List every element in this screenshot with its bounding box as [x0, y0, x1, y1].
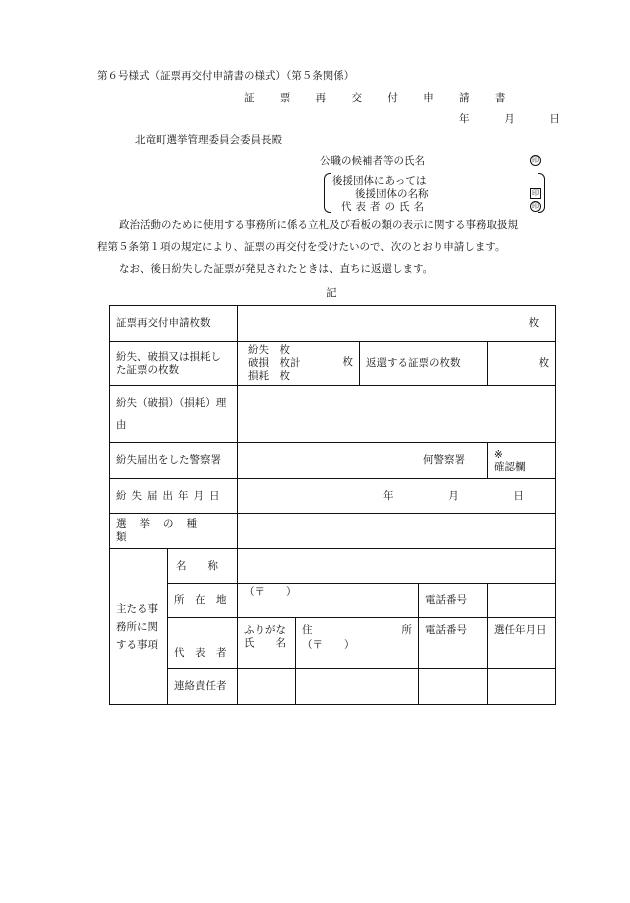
- body-line-2: 程第５条第１項の規定により、証票の再交付を受けたいので、次のとおり申請します。: [97, 241, 506, 253]
- office-name-label: 名 称: [168, 549, 238, 584]
- confirm-cell: [488, 443, 556, 479]
- support-group-name-label: 後援団体の名称: [355, 188, 429, 200]
- row-office-name: [110, 549, 556, 584]
- report-year: 年: [383, 489, 394, 502]
- addressee: 北竜町選挙管理委員会委員長殿: [135, 134, 282, 146]
- confirm-mark: ※: [494, 448, 503, 461]
- date-day: 日: [549, 113, 560, 125]
- rep-postal: （〒 ）: [302, 639, 355, 651]
- row-report-date: [110, 479, 556, 514]
- date-line: [459, 111, 560, 126]
- rep-name-cell[interactable]: [238, 618, 296, 669]
- reason-label: 紛失（破損）（損耗）理由: [110, 386, 238, 443]
- term-label: 選任年月日: [488, 618, 556, 669]
- address-label-1: 住: [302, 624, 313, 636]
- office-group-label: 主たる事務所に関する事項: [110, 549, 168, 705]
- row-representative: [110, 618, 556, 669]
- date-year: 年: [459, 113, 470, 125]
- body-line-3: なお、後日紛失した証票が発見されたときは、直ちに返還します。: [119, 263, 434, 275]
- office-phone-field[interactable]: [488, 584, 556, 618]
- office-location-label: 所 在 地: [168, 584, 238, 618]
- shimei-label: 氏 名: [244, 637, 286, 649]
- row-election: [110, 514, 556, 549]
- rep-phone-label: 電話番号: [419, 618, 488, 669]
- lost-count-field[interactable]: [238, 342, 360, 386]
- return-count-label: 返還する証票の枚数: [360, 342, 488, 386]
- application-table: [109, 305, 556, 705]
- reason-field[interactable]: [238, 386, 556, 443]
- form-title: 証 票 再 交 付 申 請 書: [244, 92, 517, 104]
- request-count-unit: 枚: [528, 317, 540, 329]
- request-count-field[interactable]: [238, 306, 556, 342]
- support-group-note: 後援団体にあっては: [332, 175, 427, 187]
- request-count-label: 証票再交付申請枚数: [110, 306, 238, 342]
- ki-label: 記: [326, 287, 337, 299]
- report-date-field[interactable]: [238, 479, 556, 514]
- body-paragraph: [97, 214, 557, 280]
- contact-phone-field[interactable]: [419, 669, 488, 705]
- row-lost-count: [110, 342, 556, 386]
- lost-total-unit: 枚: [342, 356, 353, 368]
- report-month: 月: [448, 489, 459, 502]
- office-name-field[interactable]: [238, 549, 556, 584]
- contact-address-field[interactable]: [296, 669, 419, 705]
- contact-name-field[interactable]: [238, 669, 296, 705]
- police-label: 紛失届出をした警察署: [110, 443, 238, 479]
- lost-sub: 紛失 枚: [248, 344, 290, 356]
- support-group-stamp: 印: [532, 189, 539, 197]
- left-brace: [324, 173, 331, 213]
- police-station-text: 何警察署: [423, 454, 465, 466]
- candidate-name-label: 公職の候補者等の氏名: [320, 155, 425, 167]
- office-phone-label: 電話番号: [419, 584, 488, 618]
- candidate-stamp: 印: [532, 156, 539, 164]
- police-station-field[interactable]: [238, 443, 488, 479]
- return-count-unit: 枚: [538, 357, 550, 369]
- row-office-location: [110, 584, 556, 618]
- row-police: [110, 443, 556, 479]
- rep-address-cell[interactable]: [296, 618, 419, 669]
- row-request-count: [110, 306, 556, 342]
- rep-label: 代 表 者: [168, 618, 238, 669]
- damaged-sub: 破損 枚計: [248, 357, 301, 369]
- return-count-field[interactable]: [488, 342, 556, 386]
- address-label-2: 所: [401, 624, 412, 636]
- row-contact: [110, 669, 556, 705]
- confirm-label: 確認欄: [494, 460, 526, 473]
- office-location-field[interactable]: [238, 584, 419, 618]
- report-date-label: 紛失届出年月日: [110, 479, 238, 514]
- office-postal: （〒 ）: [244, 586, 297, 598]
- row-reason: [110, 386, 556, 443]
- worn-sub: 損耗 枚: [248, 370, 290, 382]
- representative-name-label: 代表者の氏名: [341, 201, 428, 213]
- form-number: 第６号様式（証票再交付申請書の様式）（第５条関係）: [97, 70, 355, 82]
- representative-stamp: 印: [532, 202, 539, 210]
- contact-label: 連絡責任者: [168, 669, 238, 705]
- election-field[interactable]: [238, 514, 556, 549]
- furigana-label: ふりがな: [244, 624, 286, 636]
- body-line-1: 政治活動のために使用する事務所に係る立札及び看板の類の表示に関する事務取扱規: [119, 219, 518, 231]
- lost-count-label: 紛失、破損又は損耗した証票の枚数: [110, 342, 238, 386]
- report-day: 日: [513, 489, 524, 502]
- date-month: 月: [504, 113, 515, 125]
- contact-term-field[interactable]: [488, 669, 556, 705]
- election-label: 選挙の種類: [110, 514, 238, 549]
